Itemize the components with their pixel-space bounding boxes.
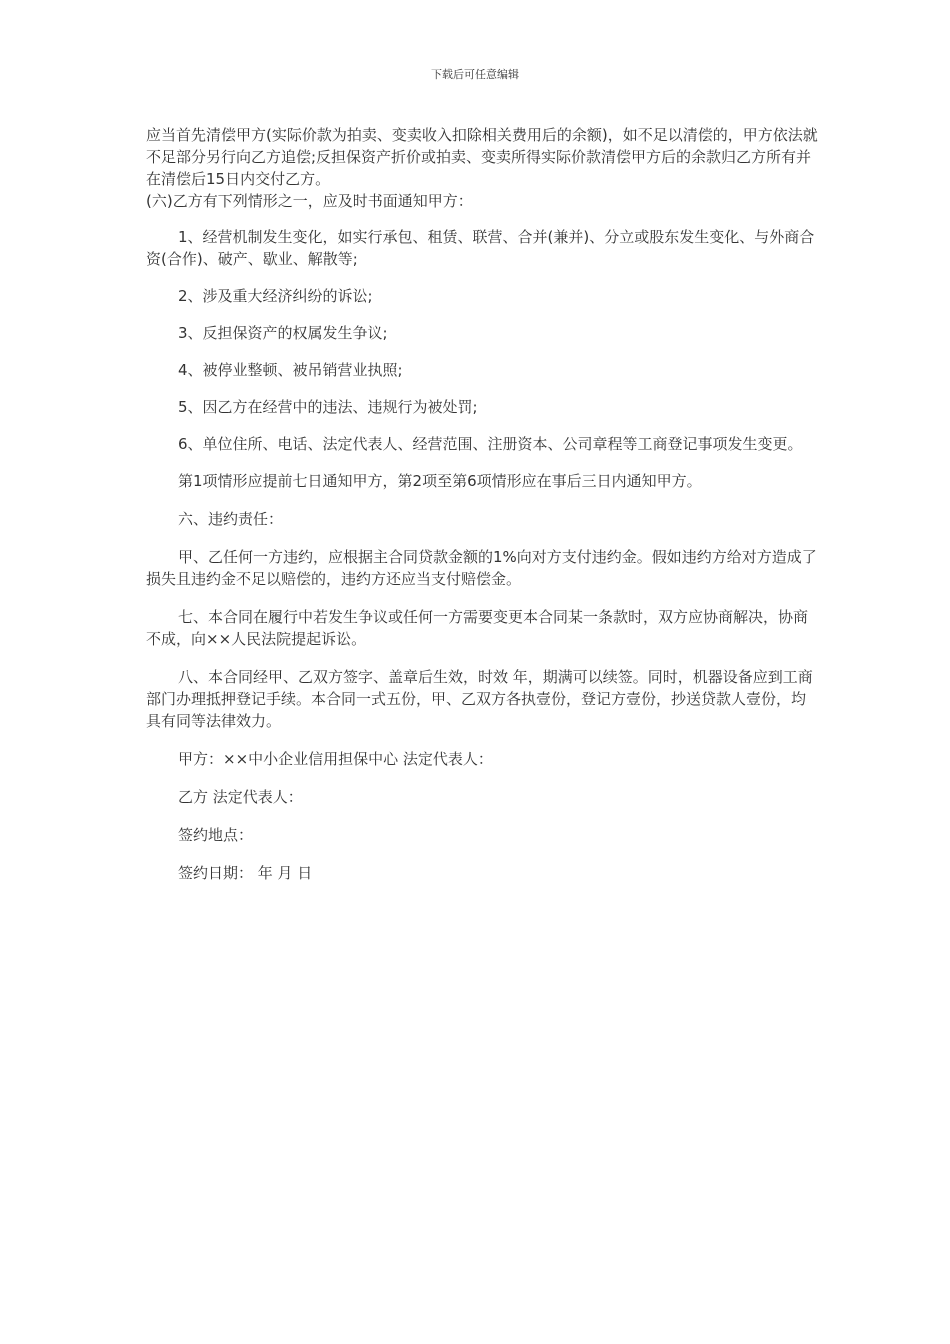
paragraph-breach: 甲、乙任何一方违约，应根据主合同贷款金额的1%向对方支付违约金。假如违约方给对方造成了损失且违约金不足以赔偿的，违约方还应当支付赔偿金。 <box>146 548 817 588</box>
paragraph-repayment: 应当首先清偿甲方(实际价款为拍卖、变卖收入扣除相关费用后的余额)，如不足以清偿的，甲方依法就不足部分另行向乙方追偿;反担保资产折价或拍卖、变卖所得实际价款清偿甲方后的余款归乙方所有并在清偿后15日内交付乙方。 <box>146 126 818 188</box>
section-heading-breach: 六、违约责任： <box>178 510 284 528</box>
paragraph-item-4: 4、被停业整顿、被吊销营业执照; <box>178 361 403 379</box>
signature-party-b: 乙方 法定代表人： <box>178 788 303 806</box>
paragraph-item-2: 2、涉及重大经济纠纷的诉讼; <box>178 287 373 305</box>
paragraph-item-5: 5、因乙方在经营中的违法、违规行为被处罚; <box>178 398 478 416</box>
paragraph-item-6: 6、单位住所、电话、法定代表人、经营范围、注册资本、公司章程等工商登记事项发生变更。 <box>178 435 803 453</box>
paragraph-notice-timing: 第1项情形应提前七日通知甲方，第2项至第6项情形应在事后三日内通知甲方。 <box>178 472 702 490</box>
paragraph-item-3: 3、反担保资产的权属发生争议; <box>178 324 388 342</box>
signing-place: 签约地点： <box>178 826 254 844</box>
paragraph-dispute: 七、本合同在履行中若发生争议或任何一方需要变更本合同某一条款时，双方应协商解决，协商不成，向××人民法院提起诉讼。 <box>146 608 809 648</box>
document-body <box>146 124 818 884</box>
paragraph-item-1: 1、经营机制发生变化，如实行承包、租赁、联营、合并(兼并)、分立或股东发生变化、与外商合资(合作)、破产、歇业、解散等; <box>146 228 815 268</box>
paragraph-effect: 八、本合同经甲、乙双方签字、盖章后生效，时效 年，期满可以续签。同时，机器设备应到工商部门办理抵押登记手续。本合同一式五份，甲、乙双方各执壹份，登记方壹份，抄送贷款人壹份，均具有同等法律效力。 <box>146 668 813 730</box>
page-header: 下载后可任意编辑 <box>431 68 519 81</box>
paragraph-notice-heading: (六)乙方有下列情形之一，应及时书面通知甲方： <box>146 192 473 210</box>
signing-date: 签约日期： 年 月 日 <box>178 864 313 882</box>
signature-party-a: 甲方：××中小企业信用担保中心 法定代表人： <box>178 750 493 768</box>
